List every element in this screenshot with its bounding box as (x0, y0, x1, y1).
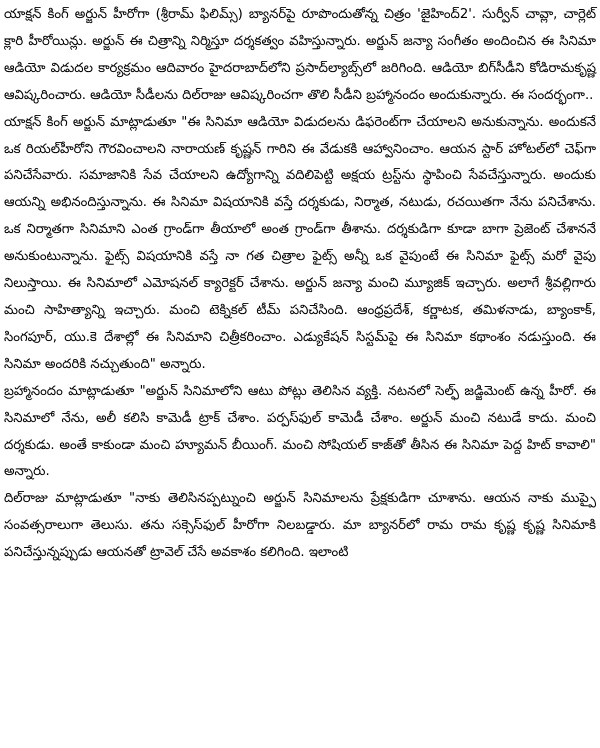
paragraph-arjun-quote: యాక్షన్ కింగ్ అర్జున్ మాట్లాడుతూ "ఈ సినిమా ఆడియో విడుదలను డిఫరెంట్‌గా చేయాలని అనుకున్నాను. అందుకనే ఒక రియల్‌హీరోని గౌరవించాలని నారాయణ్ కృష్ణన్ గారిని ఈ వేడుకకి ఆహ్వానించాం. ఆయన స్టార్ హోటల్‌లో చెఫ్‌గా పనిచేసేవారు. సమాజానికి సేవ చేయాలని ఉద్యోగాన్ని వదిలిపెట్టి అక్షయ ట్రస్ట్‌ను స్థాపించి సేవచేస్తున్నారు. అందుకు ఆయన్ని అభినందిస్తున్నాను. ఈ సినిమా విషయానికి వస్తే దర్శకుడు, నిర్మాత, నటుడు, రచయితగా నేను పనిచేశాను. ఒక నిర్మాతగా సినిమాని ఎంత గ్రాండ్‌గా తీయాలో అంత గ్రాండ్‌గా తీశాను. దర్శకుడిగా కూడా బాగా ప్రెజెంట్ చేశాననే అనుకుంటున్నాను. ఫైట్స్ విషయానికి వస్తే నా గత చిత్రాల ఫైట్స్ అన్నీ ఒక వైపుంటే ఈ సినిమా ఫైట్స్ మరో వైపు నిలుస్తాయి. ఈ సినిమాలో ఎమోషనల్ క్యారెక్టర్ చేశాను. అర్జున్ జన్యా మంచి మ్యూజిక్ ఇచ్చారు. అలాగే శ్రీవల్లిగారు మంచి సాహిత్యాన్ని ఇచ్చారు. మంచి టెక్నికల్ టీమ్ పనిచేసింది. ఆంధ్రప్రదేశ్, కర్ణాటక, తమిళనాడు, బ్యాంకాక్, సింగపూర్, యు.కె దేశాల్లో ఈ సినిమాని చిత్రీకరించాం. ఎడ్యుకేషన్ సిస్టమ్‌పై ఈ సినిమా కథాంశం నడుస్తుంది. ఈ సినిమా అందరికి నచ్చుతుంది" అన్నారు. (4, 114, 596, 372)
paragraph-dilraju-quote: దిల్‌రాజు మాట్లాడుతూ "నాకు తెలిసినప్పట్నుంచి అర్జున్ సినిమాలను ప్రేక్షకుడిగా చూశాను. ఆయన నాకు ముప్పై సంవత్సరాలుగా తెలుసు. తను సక్సెస్‌ఫుల్ హీరోగా నిలబడ్డారు. మా బ్యానర్‌లో రామ రామ కృష్ణ కృష్ణ సినిమాకి పనిచేస్తున్నప్పుడు ఆయనతో ట్రావెల్ చేసే అవకాశం కలిగింది. ఇలాంటి (4, 491, 596, 561)
paragraph-intro: యాక్షన్ కింగ్ అర్జున్ హీరోగా (శ్రీరామ్ ఫిలిమ్స్) బ్యానర్‌పై రూపొందుతోన్న చిత్రం 'జైహింద్2'. సుర్వీన్ చావ్లా, చార్లెట్ క్లారి హీరోయిన్లు. అర్జున్ ఈ చిత్రాన్ని నిర్మిస్తూ దర్శకత్వం వహిస్తున్నారు. అర్జున్ జన్యా సంగీతం అందించిన ఈ సినిమా ఆడియో విడుదల కార్యక్రమం ఆదివారం హైదరాబాద్‌లోని ప్రసాద్‌ల్యాబ్స్‌లో జరిగింది. ఆడియో బిగ్‌సీడీని కోడిరామకృష్ణ ఆవిష్కరించారు. ఆడియో సీడీలను దిల్‌రాజు ఆవిష్కరించగా తొలి సీడీని బ్రహ్మానందం అందుకున్నారు. ఈ సందర్భంగా.. (4, 7, 596, 103)
paragraph-brahmanandam-quote: బ్రహ్మానందం మాట్లాడుతూ "అర్జున్ సినిమాలోని ఆటు పోట్లు తెలిసిన వ్యక్తి. నటనలో సెల్ఫ్ జడ్జిమెంట్ ఉన్న హీరో. ఈ సినిమాలో నేను, అలీ కలిసి కామెడీ ట్రాక్ చేశాం. పర్పస్‌ఫుల్ కామెడీ చేశాం. అర్జున్ మంచి నటుడే కాదు. మంచి దర్శకుడు. అంతే కాకుండా మంచి హ్యూమన్ బీయింగ్. మంచి సోషియల్ కాజ్‌తో తీసిన ఈ సినిమా పెద్ద హిట్ కావాలి" అన్నారు. (4, 383, 596, 480)
